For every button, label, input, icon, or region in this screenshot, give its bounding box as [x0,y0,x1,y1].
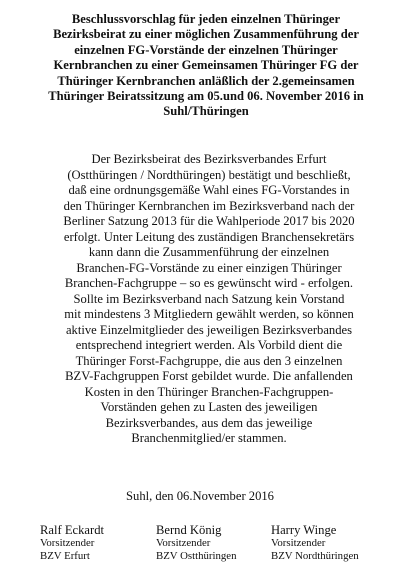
body-line: BZV-Fachgruppen Forst gebildet wurde. Die anfallenden [65,369,353,383]
document-title [28,12,384,120]
resolution-text [48,152,370,447]
body-line: Sollte im Bezirksverband nach Satzung kein Vorstand [73,291,345,306]
title-line: einzelnen FG-Vorstände der einzelnen Thüringer [74,42,338,57]
body-line: aktive Einzelmitglieder des jeweiligen Bezirksverbandes [65,322,353,337]
body-line: den Thüringer Kernbranchen im Bezirksverband nach der [63,198,355,213]
title-line: Beschlussvorschlag für jeden einzelnen Thüringer [71,12,341,26]
signatory-name: Harry Winge [271,523,337,537]
body-line: Thüringer Forst-Fachgruppe, die aus den 3 einzelnen [75,353,343,368]
body-line: Branchen-FG-Vorstände zu einer einzigen Thüringer [76,260,342,275]
title-line: Kernbranchen zu einer Gemeinsamen Thüringer FG der [53,58,359,73]
body-line: Der Bezirksbeirat des Bezirksverbandes Erfurt [91,152,327,166]
body-line: mit mindestens 3 Mitgliedern gewählt werden, so können [64,307,354,321]
title-line: Suhl/Thüringen [163,104,249,119]
body-line: Branchenmitglied/er stammen. [131,431,287,445]
body-line: kann dann die Zusammenführung der einzelnen [88,245,330,259]
body-line: erfolgt. Unter Leitung des zuständigen Branchensekretärs [63,229,355,244]
title-line: Bezirksbeirat zu einer möglichen Zusammenführung der [53,27,359,42]
body-line: Kosten in den Thüringer Branchen-Fachgruppen- [84,384,334,399]
body-line: entsprechend integriert werden. Als Vorbild dient die [75,338,343,352]
title-line: Thüringer Kernbranchen anläßlich der 2.gemeinsamen [57,73,355,88]
place-and-date: Suhl, den 06.November 2016 [126,489,274,503]
title-line: Thüringer Beiratssitzung am 05.und 06. November 2016 in [48,89,364,104]
body-line: Berliner Satzung 2013 für die Wahlperiode 2017 bis 2020 [63,214,355,228]
body-line: (Ostthüringen / Nordthüringen) bestätigt und beschließt, [67,167,351,182]
signatory-name: Ralf Eckardt [40,523,104,537]
signatory-role: Vorsitzender [40,537,95,549]
signature-block-nordthueringen [271,524,400,563]
signatory-org: BZV Erfurt [40,550,90,562]
signatory-role: Vorsitzender [271,537,326,549]
body-line: Vorständen gehen zu Lasten des jeweiligen [100,400,318,414]
signatory-org: BZV Nordthüringen [271,550,359,562]
signatory-org: BZV Ostthüringen [156,550,237,562]
body-line: daß eine ordnungsgemäße Wahl eines FG-Vorstandes in [68,183,350,197]
signatory-role: Vorsitzender [156,537,211,549]
signatory-name: Bernd König [156,523,222,537]
body-line: Bezirksverbandes, aus dem das jeweilige [105,415,313,430]
body-line: Branchen-Fachgruppe – so es gewünscht wird - erfolgen. [64,276,354,290]
